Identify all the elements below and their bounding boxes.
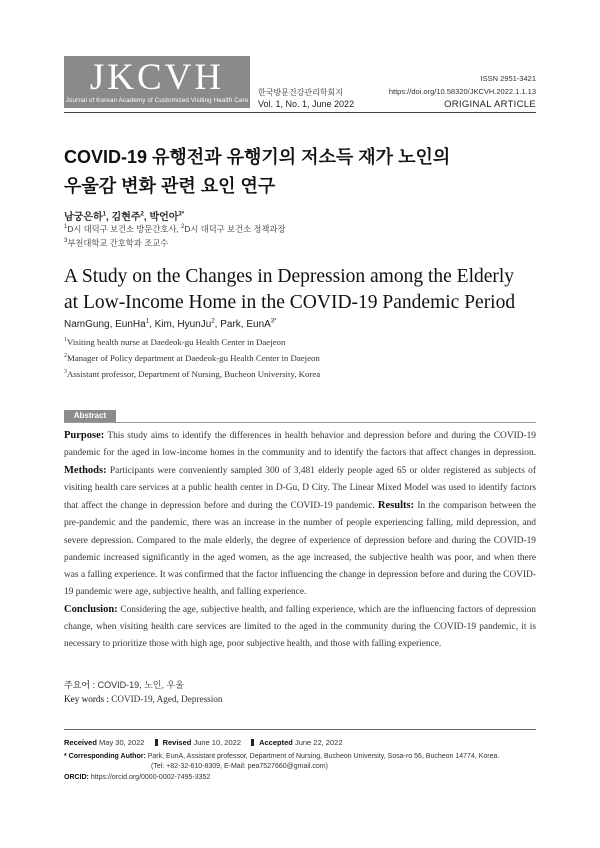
affiliation-mark: 1	[64, 224, 68, 231]
author-affiliation-mark: 3*	[178, 211, 185, 218]
author-affiliation-mark: 2	[140, 211, 144, 218]
english-title-line-2: at Low-Income Home in the COVID-19 Pandemic Period	[64, 292, 516, 313]
korean-title-line-2: 우울감 변화 관련 요인 연구	[64, 176, 276, 196]
korean-keywords-text: COVID-19, 노인, 우울	[97, 680, 184, 690]
abstract-label: Abstract	[64, 410, 116, 422]
affiliation-mark: 3	[64, 238, 68, 245]
results-text: In the comparison between the pre-pandemic and the pandemic, there was an increase in the number of people experiencing falling, mild depression, and severe depression. Compared to the male elderly, the degree of experience of depression before and during the COVID-19 pandemic increased significantly in the aged women, as the age increased, the subjective health was poor, and when there was a falling experience. It was confirmed that the factor influencing the change in depression before and during the COVID-19 pandemic were age, subjective health, and falling experience.	[64, 501, 536, 597]
english-affiliation-3	[64, 369, 320, 379]
korean-title-line-1: COVID-19 유행전과 유행기의 저소득 재가 노인의	[64, 147, 451, 167]
affiliation-mark: 3	[64, 369, 67, 376]
english-keywords-text: COVID-19, Aged, Depression	[111, 694, 223, 704]
author-affiliation-mark: 2	[211, 318, 215, 325]
results-heading: Results:	[377, 500, 415, 512]
publication-dates	[64, 738, 343, 747]
doi-link[interactable]: https://doi.org/10.58320/JKCVH.2022.1.1.13	[388, 87, 536, 96]
korean-authors	[64, 208, 184, 223]
affiliation-text: 부천대학교 간호학과 조교수	[67, 238, 169, 248]
author-name: Park, EunA	[220, 319, 271, 330]
footer-divider	[64, 729, 536, 730]
abstract-divider	[64, 422, 536, 423]
author-separator: ,	[143, 212, 150, 223]
header-divider	[64, 112, 536, 113]
revised-label: Revised	[162, 738, 192, 747]
conclusion-text: Considering the age, subjective health, and falling experience, which are the influencing factors of depression change, when visiting health care services are limited to the aged in the community during the COVID-19 pandemic, it is necessary to prioritize those with high age, poor subjective health, and those with falling experience.	[64, 604, 536, 650]
korean-keywords-label: 주요어 :	[64, 680, 98, 690]
orcid	[64, 774, 210, 781]
author-separator: ,	[105, 212, 112, 223]
purpose-heading: Purpose:	[64, 430, 105, 441]
author-name: Kim, HyunJu	[154, 319, 212, 330]
date-separator	[251, 739, 254, 746]
korean-affiliation-line-1	[64, 223, 285, 235]
english-title-line-1: A Study on the Changes in Depression among the Elderly	[64, 266, 515, 287]
english-affiliation-2	[64, 353, 320, 363]
author-affiliation-mark: 1	[102, 211, 106, 218]
issn: ISSN 2951-3421	[480, 74, 536, 83]
society-name: 한국방문건강관리학회지	[258, 88, 344, 97]
methods-heading: Methods:	[64, 465, 107, 477]
author-affiliation-mark: 1	[145, 318, 150, 325]
author-name: 박언아	[149, 212, 179, 223]
volume-info: Vol. 1, No. 1, June 2022	[258, 99, 355, 109]
abstract-body	[64, 427, 536, 653]
corresponding-author-label: * Corresponding Author:	[64, 753, 146, 760]
author-name: NamGung, EunHa	[64, 319, 146, 330]
accepted-date: June 22, 2022	[294, 738, 343, 747]
affiliation-text: Visiting health nurse at Daedeok-gu Health Center in Daejeon	[67, 337, 286, 347]
korean-affiliation-line-2	[64, 237, 168, 249]
korean-keywords	[64, 678, 184, 691]
corresponding-author	[64, 753, 499, 760]
conclusion-heading: Conclusion:	[64, 603, 118, 615]
logo-subtitle: Journal of Korean Academy of Customized Visiting Health Care	[65, 97, 249, 104]
orcid-label: ORCID:	[64, 774, 89, 781]
affiliation-mark: 2	[64, 353, 67, 360]
article-type: ORIGINAL ARTICLE	[444, 99, 536, 110]
english-keywords	[64, 694, 222, 704]
received-date: May 30, 2022	[99, 738, 145, 747]
author-name: 남궁은하	[64, 212, 103, 223]
affiliation-text: D시 대덕구 보건소 정책과장	[184, 224, 286, 234]
logo-text: JKCVH	[89, 57, 225, 98]
affiliation-text: Assistant professor, Department of Nursing, Bucheon University, Korea	[67, 369, 321, 379]
date-separator	[155, 739, 158, 746]
corresponding-author-contact[interactable]: (Tel: +82-32-610-8309, E-Mail: pea7527660@gmail.com)	[151, 763, 328, 770]
revised-date: June 10, 2022	[193, 738, 241, 747]
english-authors	[64, 319, 276, 330]
methods-text: Participants were conveniently sampled 300 of 3,481 elderly people aged 65 or older registered as subjects of visiting health care services at a public health center in D-Gu, D City. The Linear Mixed Model was used to identify factors that affect the change in depression before and during the COVID-19 pandemic.	[64, 466, 536, 512]
author-name: 김현주	[111, 212, 141, 223]
author-affiliation-mark: 3*	[270, 318, 277, 325]
received-label: Received	[64, 738, 97, 747]
affiliation-text: Manager of Policy department at Daedeok-gu Health Center in Daejeon	[67, 353, 320, 363]
affiliation-mark: 1	[64, 337, 67, 344]
affiliation-mark: 2	[181, 224, 185, 231]
orcid-link[interactable]: https://orcid.org/0000-0002-7495-3352	[88, 774, 211, 781]
accepted-label: Accepted	[259, 738, 293, 747]
english-affiliation-1	[64, 337, 285, 347]
author-separator: ,	[214, 319, 221, 330]
english-keywords-label: Key words :	[64, 694, 112, 704]
affiliation-text: D시 대덕구 보건소 방문간호사,	[67, 224, 182, 234]
author-separator: ,	[149, 319, 155, 330]
purpose-text: This study aims to identify the differences in health behavior and depression before and during the COVID-19 pandemic for the aged in low-income homes in the community and to identify the factors that affect changes in depression.	[64, 431, 536, 459]
journal-logo	[64, 56, 250, 108]
corresponding-author-text: Park, EunA, Assistant professor, Department of Nursing, Bucheon University, Sosa-ro 56, Bucheon 14774, Korea.	[145, 753, 500, 760]
